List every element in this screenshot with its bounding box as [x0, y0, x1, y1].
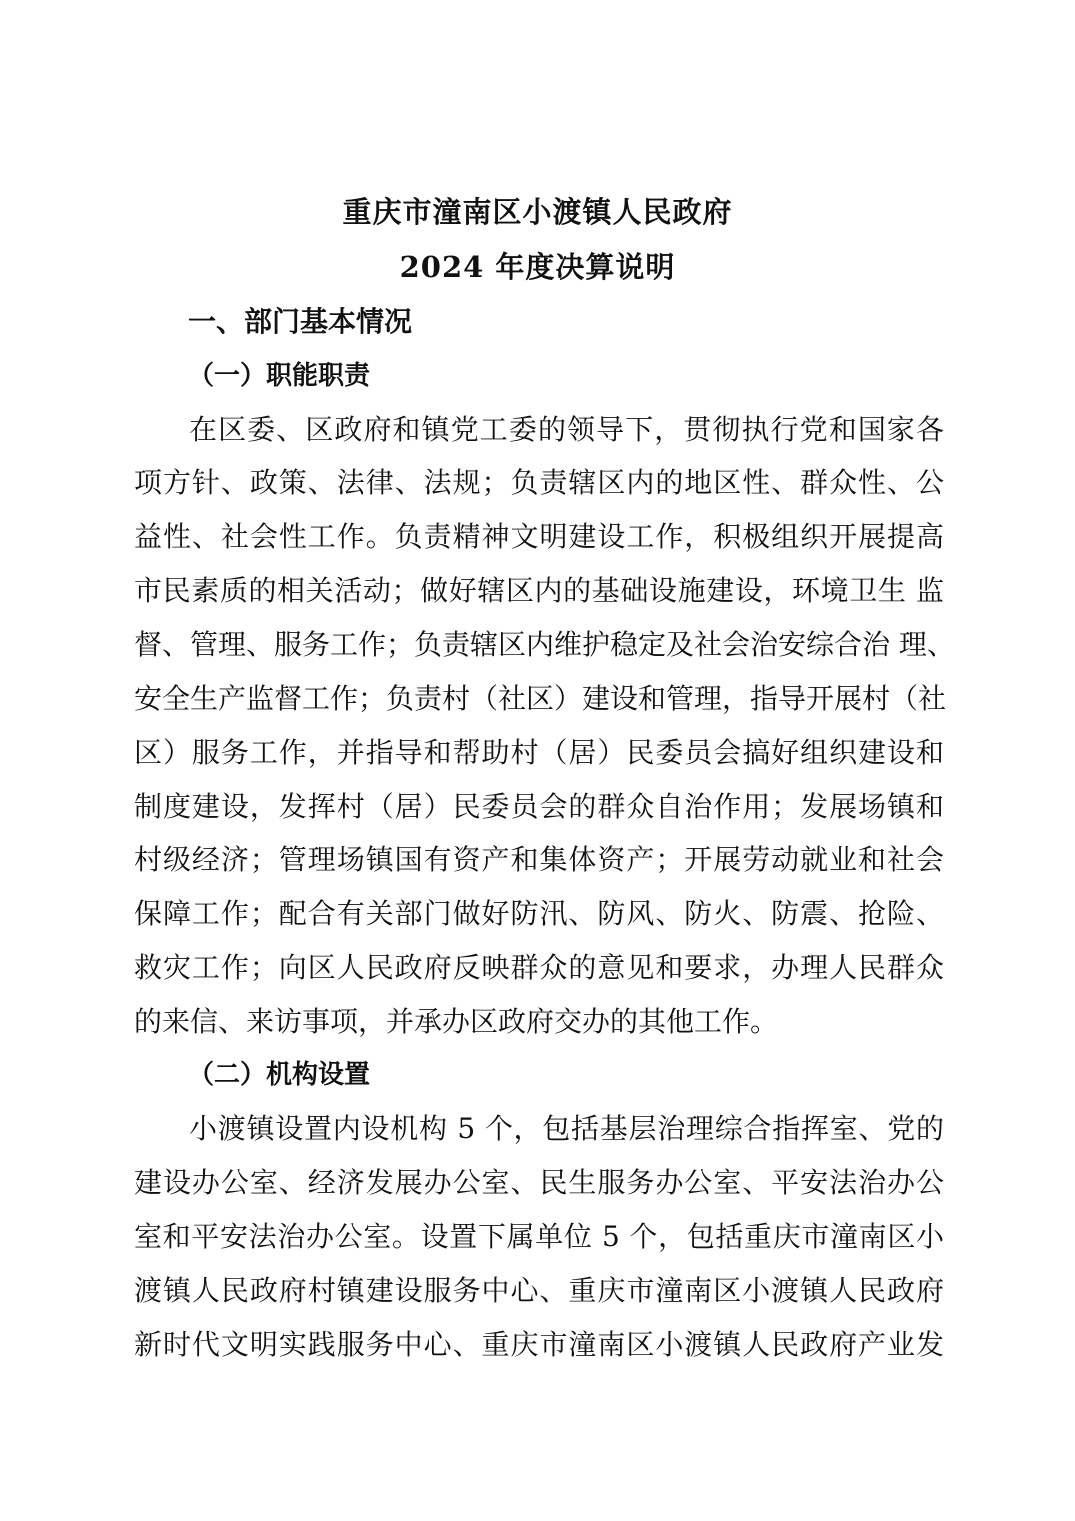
para1-line: 区）服务工作，并指导和帮助村（居）民委员会搞好组织建设和	[134, 736, 944, 769]
para1-line: 项方针、政策、法律、法规；负责辖区内的地区性、群众性、公	[134, 466, 944, 499]
para1-line: 益性、社会性工作。负责精神文明建设工作，积极组织开展提高	[134, 520, 944, 553]
para1-line: 制度建设，发挥村（居）民委员会的群众自治作用；发展场镇和	[134, 790, 944, 823]
para1-line: 督、管理、服务工作；负责辖区内维护稳定及社会治安综合治 理、	[134, 628, 955, 661]
para2-line: 建设办公室、经济发展办公室、民生服务办公室、平安法治办公	[134, 1166, 944, 1199]
subsection1-heading: （一）职能职责	[188, 361, 371, 391]
document-title-line2: 2024 年度决算说明	[399, 250, 676, 284]
para1-line: 安全生产监督工作；负责村（社区）建设和管理，指导开展村（社	[134, 682, 947, 715]
para2-line: 小渡镇设置内设机构 5 个，包括基层治理综合指挥室、党的	[189, 1112, 944, 1145]
subsection2-heading: （二）机构设置	[188, 1060, 371, 1090]
para2-line: 渡镇人民政府村镇建设服务中心、重庆市潼南区小渡镇人民政府	[134, 1274, 944, 1307]
para1-line: 保障工作；配合有关部门做好防汛、防风、防火、防震、抢险、	[134, 897, 944, 930]
para1-line: 救灾工作；向区人民政府反映群众的意见和要求，办理人民群众	[134, 951, 944, 984]
para2-line: 室和平安法治办公室。设置下属单位 5 个，包括重庆市潼南区小	[134, 1220, 944, 1253]
para1-line: 在区委、区政府和镇党工委的领导下，贯彻执行党和国家各	[189, 413, 944, 446]
document-title-line1: 重庆市潼南区小渡镇人民政府	[342, 195, 733, 229]
para1-line: 的来信、来访事项，并承办区政府交办的其他工作。	[134, 1005, 779, 1038]
para1-line: 市民素质的相关活动；做好辖区内的基础设施建设，环境卫生 监	[134, 574, 944, 607]
section1-heading: 一、部门基本情况	[188, 305, 413, 338]
para2-line: 新时代文明实践服务中心、重庆市潼南区小渡镇人民政府产业发	[134, 1328, 944, 1361]
para1-line: 村级经济；管理场镇国有资产和集体资产；开展劳动就业和社会	[134, 843, 944, 876]
